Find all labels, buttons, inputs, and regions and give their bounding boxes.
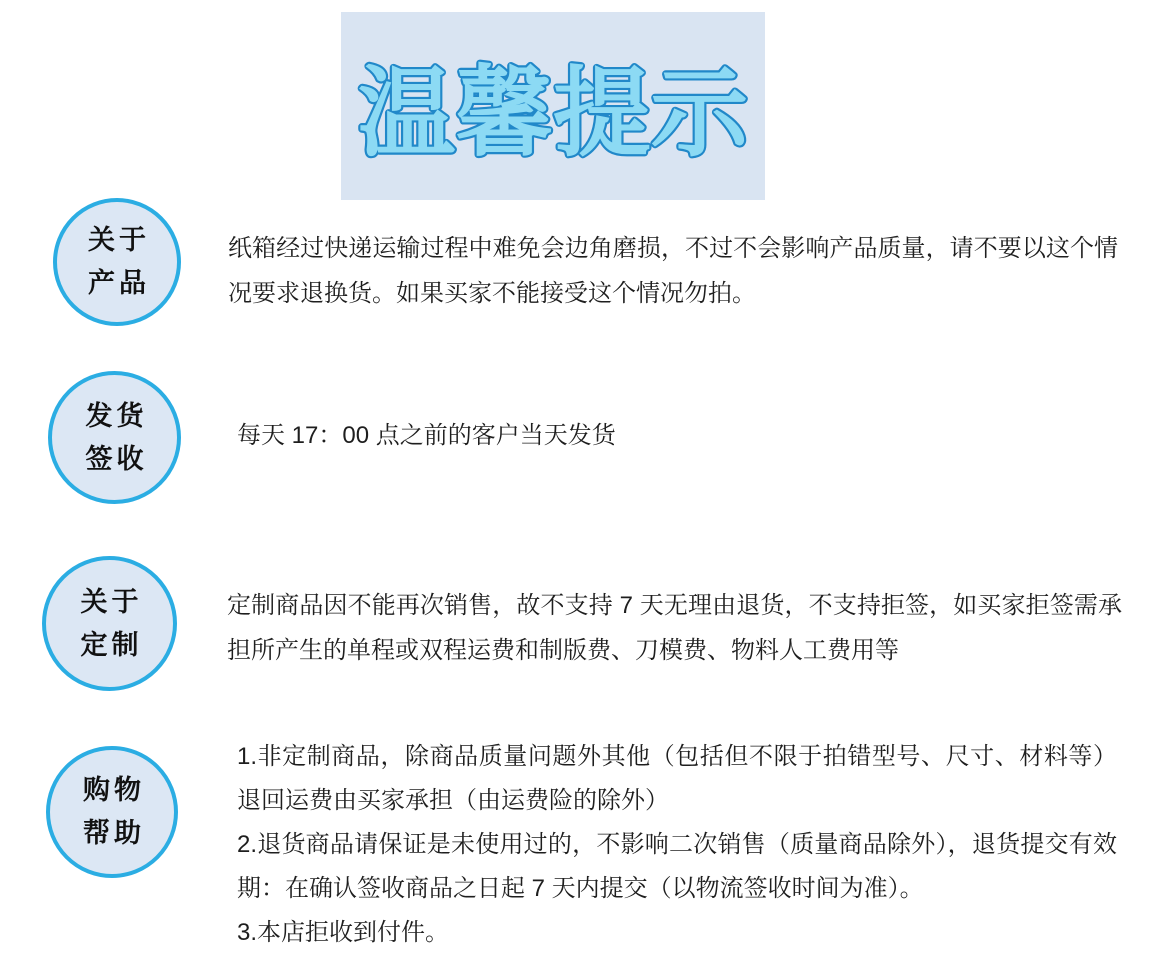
badge-shopping-help-line2: 帮助: [83, 818, 145, 848]
badge-about-product-line2: 产品: [88, 268, 150, 298]
shopping-help-point-3: 3.本店拒收到付件。: [237, 919, 450, 946]
shopping-help-text: [237, 735, 1117, 955]
banner-title-art: [348, 26, 758, 186]
badge-about-customization: [42, 556, 177, 691]
banner-title: 温馨提示: [357, 59, 749, 168]
badge-shipping-receipt-line1: 发货: [85, 400, 148, 431]
badge-shipping-receipt-line2: 签收: [85, 443, 148, 474]
badge-shopping-help-line1: 购物: [83, 775, 145, 805]
shipping-receipt-text: 每天 17：00 点之前的客户当天发货: [237, 422, 616, 449]
shopping-help-point-2: 2.退货商品请保证是未使用过的，不影响二次销售（质量商品除外），退货提交有效期：在确认签收商品之日起 7 天内提交（以物流签收时间为准）。: [237, 831, 1117, 902]
badge-about-product-line1: 关于: [88, 225, 150, 255]
about-product-text: 纸箱经过快递运输过程中难免会边角磨损，不过不会影响产品质量，请不要以这个情况要求退换货。如果买家不能接受这个情况勿拍。: [228, 235, 1118, 307]
badge-about-product: [53, 198, 181, 326]
badge-about-customization-line2: 定制: [80, 629, 143, 660]
badge-shipping-receipt: [48, 371, 181, 504]
badge-about-customization-line1: 关于: [80, 586, 143, 617]
about-customization-text: 定制商品因不能再次销售，故不支持 7 天无理由退货，不支持拒签，如买家拒签需承担所产生的单程或双程运费和制版费、刀模费、物料人工费用等: [227, 592, 1122, 664]
shopping-help-point-1: 1.非定制商品，除商品质量问题外其他（包括但不限于拍错型号、尺寸、材料等）退回运费由买家承担（由运费险的除外）: [237, 743, 1117, 814]
badge-shopping-help: [46, 746, 178, 878]
banner: [341, 12, 765, 200]
